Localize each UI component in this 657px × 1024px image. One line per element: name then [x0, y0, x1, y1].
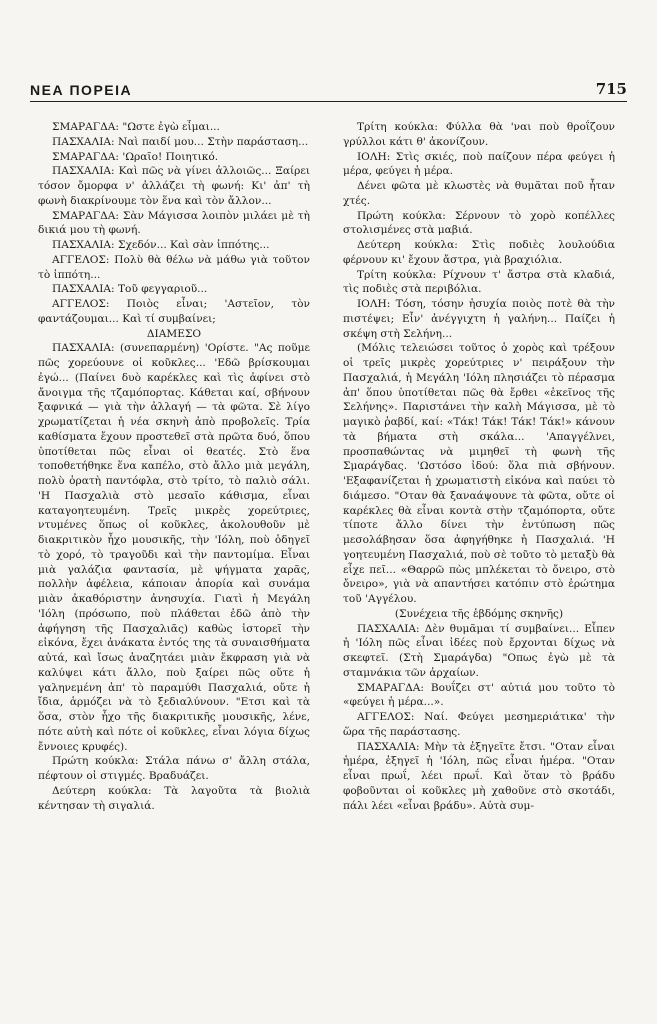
paragraph: ΠΑΣΧΑΛΙΑ: Σχεδόν... Καὶ σὰν ἱππότης...: [52, 239, 270, 251]
paragraph: ΑΓΓΕΛΟΣ: Ναί. Φεύγει μεσημεριάτικα' τὴν ὥρα τῆς παράστασης.: [343, 711, 615, 738]
paragraph: ΠΑΣΧΑΛΙΑ: Μὴν τὰ ἐξηγεῖτε ἔτσι. "Οταν εἶναι ἡμέρα, ἐξηγεῖ ἡ 'Ιόλη, πῶς εἶναι ἡμέρα. "Οταν εἶναι πρωΐ, λέει πρωΐ. Καὶ ὅταν τὸ βράδυ φοβοῦνται οἱ κοῦκλες μὴ χαθοῦνε στὸ σκοτάδι, πάλι λέει «εἶναι βράδυ». Αὐτὰ συμ-: [343, 740, 615, 812]
verse: ΙΟΛΗ: Στὶς σκιές, ποὺ παίζουν πέρα φεύγει ἡ μέρα, φεύγει ἡ μέρα.: [343, 150, 615, 178]
paragraph: ΑΓΓΕΛΟΣ: Ποιὸς εἶναι; 'Αστεῖον, τὸν φαντάζουμαι... Καὶ τί συμβαίνει;: [38, 298, 310, 325]
verse: Δένει φῶτα μὲ κλωστὲς νὰ θυμᾶται ποῦ ἦταν χτές.: [343, 180, 615, 207]
paragraph: ΣΜΑΡΑΓΔΑ: 'Ωραῖο! Ποιητικό.: [52, 150, 219, 163]
right-column: [343, 120, 615, 1015]
verse: Πρώτη κούκλα: Στάλα πάνω σ' ἄλλη στάλα, πέφτουν οἱ στιγμές. Βραδυάζει.: [38, 755, 310, 782]
left-column: [38, 120, 310, 1015]
journal-title: ΝΕΑ ΠΟΡΕΙΑ: [30, 82, 133, 98]
verse: ΙΟΛΗ: Τόση, τόσην ἡσυχία ποιὸς ποτὲ θὰ τὴν πιστέψει; Εἶν' ἀνέγγιχτη ἡ γαλήνη... Παίζει ἡ σκέψη στὴ Σελήνη...: [343, 298, 615, 340]
page-number: 715: [595, 80, 627, 98]
stage-direction: (Μόλις τελειώσει τοῦτος ὁ χορὸς καὶ τρέξουν οἱ τρεῖς μικρὲς χορεύτριες ν' πειράξουν τὴν Πασχαλιά, ἡ Μεγάλη 'Ιόλη πλησιάζει τὸ πέρασμα ἀπ' ὅπου ὑποτίθεται πῶς θὰ ἔρθει «ἐκεῖνος τῆς Σελήνης». Παριστάνει τὴν καλὴ Μάγισσα, μὲ τὸ μαγικὸ ῥαβδί, καί: «Τάκ! Τάκ! Τάκ! Τάκ!» κάνουν τὰ βήματα στὴ σκάλα... 'Απαγγέλνει, προσπαθώντας νὰ μιμηθεῖ τὴ φωνὴ τῆς Σμαράγδας. 'Ωστόσο ἰδού: ὅλα πιὰ σβήνουν. 'Εξαφανίζεται ἡ χρωματιστὴ εἰκόνα καὶ παύει τὸ διάμεσο. "Οταν θὰ ξαναάψουνε τὰ φῶτα, οὔτε οἱ καρέκλες θὰ εἶναι κοντὰ στὴν τζαμόπορτα, οὔτε τίποτε ἄλλο δίνει τὴν ἐντύπωση πῶς μεσολάβησαν ὅσα ἀφηγήθηκε ἡ Πασχαλιά. 'Η γοητευμένη Πασχαλιά, ποὺ σὲ τοῦτο τὸ μεταξὺ θὰ εἶχε πεῖ... «Θαρρῶ πὼς μπλέκεται τὸ ὄνειρο, στὸ ὄνειρο», γιὰ νὰ απαντήσει κατόπιν στὸ ἐρώτημα τοῦ 'Αγγέλου.: [343, 342, 615, 605]
paragraph: ΠΑΣΧΑΛΙΑ: (συνεπαρμένη) 'Ορίστε. "Ας ποῦμε πῶς χορεύουνε οἱ κοῦκλες... 'Εδῶ βρίσκουμαι ἐγώ... (Παίνει δυὸ καρέκλες καὶ τὶς ἀφίνει στὸ ἄνοιγμα τῆς τζαμόπορτας. Κάθεται καί, σβήνουν ξαφνικά — γιὰ τὴν ἀλλαγή — τὰ φῶτα. Σὲ λίγο χρωματίζεται ἡ νέα σκηνὴ ἀπὸ προβολεῖς. Τρία καθίσματα ἔχουν προστεθεῖ στὰ πρῶτα δυό, ὅπου ὑποτίθεται πῶς εἶναι οἱ θεατές. Στὸ ἕνα τοποθετήθηκε ἕνα καπέλο, στὸ ἄλλο μιὰ μεγάλη, πολὺ ὁρατὴ παντόφλα, στὸ τρίτο, τὸ παλιὸ σάλι. 'Η Πασχαλιὰ στὸ μεσαῖο κάθισμα, εἶναι καταγοητευμένη. Τρεῖς μικρὲς χορεύτριες, ντυμένες ὅπως οἱ κοῦκλες, ἀκολουθοῦν μὲ διακριτικὸν ἦχο μουσικῆς, τὴν 'Ιόλη, ποὺ ὁδηγεῖ τὸ χορό, τὸ τραγοῦδι καὶ τὴν παντομίμα. Εἶναι μιὰ γαλάζια φαντασία, μὲ ψήγματα χαρᾶς, πολλὴν ἀφέλεια, κάποιαν ἀπορία καὶ συνάμα μιὰν ἀκαθόριστην ἀνησυχία. Γιατὶ ἡ Μεγάλη 'Ιόλη (πρόσωπο, ποὺ πλάθεται ἐδῶ ἀπὸ τὴν ἀφήγηση τῆς Πασχαλιᾶς) καθὼς ἱστορεῖ τὴν εἰκόνα, ἔχει ἀνάκατα ἐντός της τὰ συναισθήματα αὐτά, καὶ ἴσως ἀναζητάει μιὰν ἔκφραση γιὰ νὰ καλύψει κάτι ἄλλο, ποὺ ξαίρει πῶς οὔτε ἡ γαληνεμένη ἀπ' τὸ παραμύθι Πασχαλιά, οὔτε ἡ ἴδια, ἁρμόζει νὰ τὸ ξεδιαλύνουν. "Ετσι καὶ τὰ ὅσα, στὸν ἦχο τῆς διακριτικῆς μουσικῆς, λένε, πότε αὐτὴ καὶ πότε οἱ κοῦκλες, εἶναι λόγια δίχως ἔννοιες κρυφές).: [38, 342, 310, 753]
verse: Πρώτη κούκλα: Σέρνουν τὸ χορὸ κοπέλλες στολισμένες στὰ μαβιά.: [343, 209, 615, 237]
paragraph: ΣΜΑΡΑΓΔΑ: Σὰν Μάγισσα λοιπὸν μιλάει μὲ τὴ δικιά μου τὴ φωνή.: [38, 209, 310, 237]
running-header: [30, 74, 627, 102]
paragraph: ΠΑΣΧΑΛΙΑ: Ναὶ παιδί μου... Στὴν παράσταση...: [52, 135, 309, 148]
paragraph: ΠΑΣΧΑΛΙΑ: Δὲν θυμᾶμαι τί συμβαίνει... Εἶπεν ἡ 'Ιόλη πῶς εἶναι ἰδέες ποὺ ἔρχονται δίχως νὰ σκεφτεῖ. (Στὴ Σμαράγδα) "Οπως ἐγὼ μὲ τὰ σταμνάκια τῶν ἀρχαίων.: [343, 622, 615, 679]
header-rule: [30, 101, 627, 102]
verse: Τρίτη κούκλα: Ρίχνουν τ' ἄστρα στὰ κλαδιά, τὶς ποδιὲς στὰ περιβόλια.: [343, 268, 615, 296]
section-heading: ΔΙΑΜΕΣΟ: [146, 327, 202, 340]
paragraph: ΣΜΑΡΑΓΔΑ: Βουΐζει στ' αὐτιά μου τοῦτο τὸ «φεύγει ἡ μέρα...».: [343, 681, 615, 709]
paragraph: ΠΑΣΧΑΛΙΑ: Καὶ πῶς νὰ γίνει ἀλλοιῶς... Ξαίρει τόσον ὄμορφα ν' ἀλλάζει τὴ φωνή: Κι' ἀπ' τὴ φωνὴ διακρίνουμε τὸν ἕνα καὶ τὸν ἄλλον...: [38, 165, 310, 207]
verse: Δεύτερη κούκλα: Τὰ λαγοῦτα τὰ βιολιὰ κέντησαν τὴ σιγαλιά.: [38, 784, 310, 812]
verse: Δεύτερη κούκλα: Στὶς ποδιὲς λουλούδια φέρνουν κι' ἔχουν ἄστρα, γιὰ βραχιόλια.: [343, 239, 615, 266]
paragraph: ΑΓΓΕΛΟΣ: Πολὺ θὰ θέλω νὰ μάθω γιὰ τοῦτον τὸ ἱππότη...: [38, 253, 310, 281]
verse: Τρίτη κούκλα: Φύλλα θὰ 'ναι ποὺ θροΐζουν γρύλλοι κάτι θ' ἀκονίζουν.: [343, 121, 615, 148]
scene-note: (Συνέχεια τῆς ἑβδόμης σκηνῆς): [394, 607, 564, 620]
paragraph: ΣΜΑΡΑΓΔΑ: "Ωστε ἐγὼ εἶμαι...: [52, 121, 220, 133]
paragraph: ΠΑΣΧΑΛΙΑ: Τοῦ φεγγαριοῦ...: [52, 283, 208, 296]
